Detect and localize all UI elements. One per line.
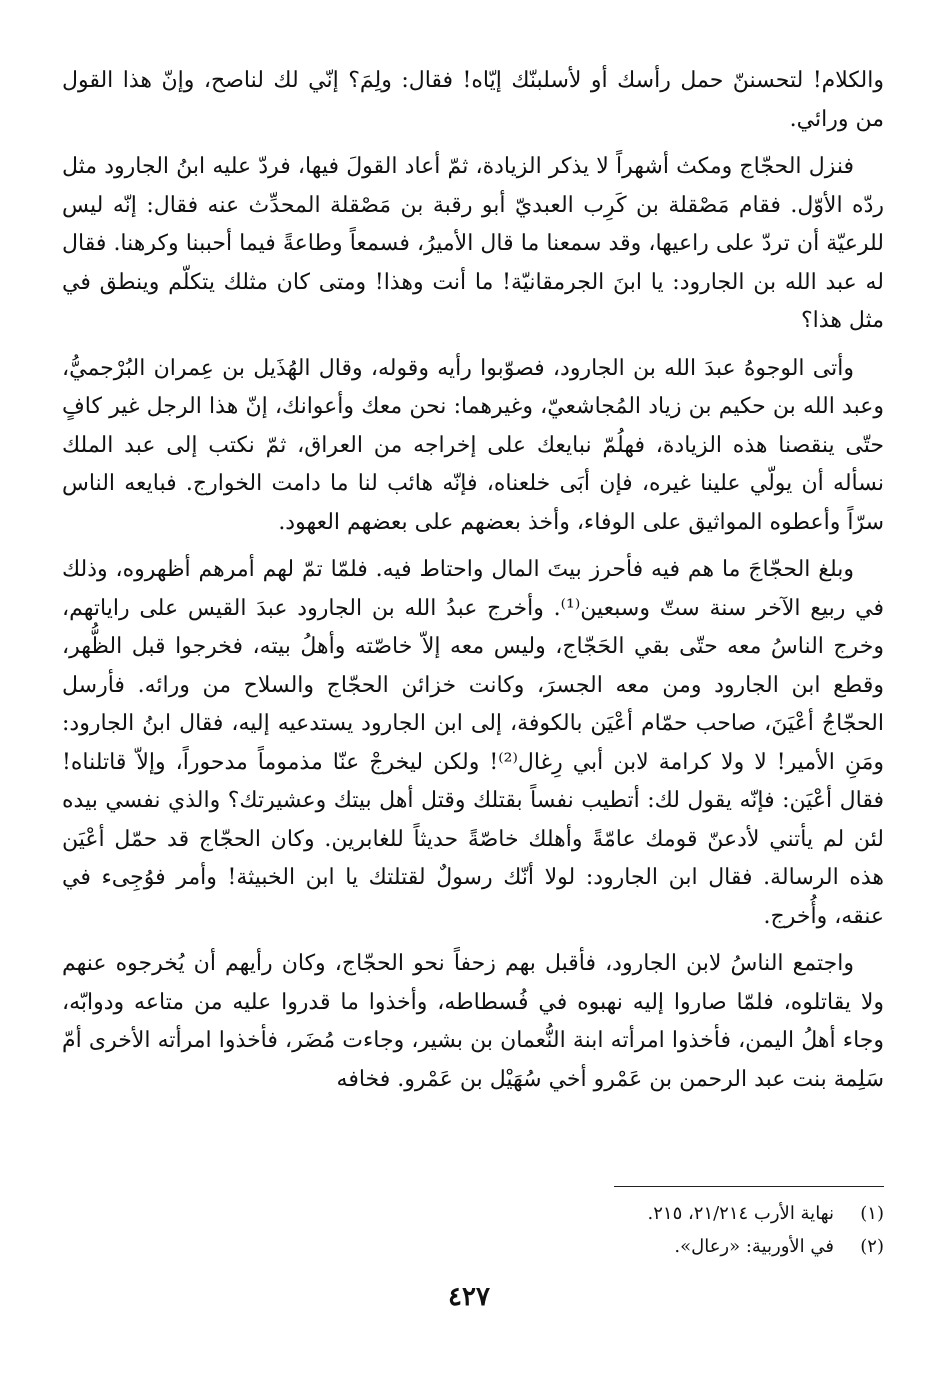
page-body bbox=[62, 62, 884, 1108]
page-number: ٤٢٧ bbox=[448, 1282, 490, 1312]
footnotes bbox=[62, 1186, 884, 1263]
footnote-text: في الأوربية: «رعال». bbox=[674, 1236, 834, 1257]
paragraph-3: وأتى الوجوهُ عبدَ الله بن الجارود، فصوّبوا رأيه وقوله، وقال الهُذَيل بن عِمران البُرْجميُّ، وعبد الله بن حكيم بن زياد المُجاشعيّ، وغيرهما: نحن معك وأعوانك، إنّ هذا الرجل غير كافٍ حتّى ينقصنا هذه الزيادة، فهلُمّ نبايعك على إخراجه من العراق، ثمّ نكتب إلى عبد الملك نسأله أن يولّي علينا غيره، فإن أبَى خلعناه، فإنّه هائب لنا ما دامت الخوارج. فبايعه الناس سرّاً وأعطوه المواثيق على الوفاء، وأخذ بعضهم على بعضهم العهود. bbox=[62, 355, 884, 535]
paragraph-1: والكلام! لتحسننّ حمل رأسك أو لأسلبنّك إيّاه! فقال: ولِمَ؟ إنّي لك لناصح، وإنّ هذا القول من ورائي. bbox=[62, 68, 884, 132]
footnote-number: (١) bbox=[860, 1203, 884, 1224]
paragraph-5: واجتمع الناسُ لابن الجارود، فأقبل بهم زحفاً نحو الحجّاج، وكان رأيهم أن يُخرجوه عنهم ولا يقاتلوه، فلمّا صاروا إليه نهبوه في فُسطاطه، وأخذوا ما قدروا عليه من متاعه ودوابّه، وجاء أهلُ اليمن، فأخذوا امرأته ابنة النُّعمان بن بشير، وجاءت مُضَر، فأخذوا امرأته الأخرى أمّ سَلِمة بنت عبد الرحمن بن عَمْرو أخي سُهَيْل بن عَمْرو. فخافه bbox=[62, 951, 884, 1092]
footnote-2 bbox=[62, 1230, 884, 1263]
paragraph-4: وبلغ الحجّاجَ ما هم فيه فأحرز بيتَ المال واحتاط فيه. فلمّا تمّ لهم أمرهم أظهروه، وذلك في ربيع الآخر سنة ستّ وسبعين⁽¹⁾. وأخرج عبدُ الله بن الجارود عبدَ القيس على راياتهم، وخرج الناسُ معه حتّى بقي الحَجّاج، وليس معه إلاّ خاصّته وأهلُ بيته، فخرجوا قبل الظُّهر، وقطع ابن الجارود ومن معه الجسرَ، وكانت خزائن الحجّاج والسلاح من ورائه. فأرسل الحجّاجُ أعْيَنَ، صاحب حمّام أعْيَن بالكوفة، إلى ابن الجارود يستدعيه إليه، فقال ابنُ الجارود: ومَنِ الأمير! لا ولا كرامة لابن أبي رِغال⁽²⁾! ولكن ليخرجْ عنّا مذموماً مدحوراً، وإلاّ قاتلناه! فقال أعْيَن: فإنّه يقول لك: أتطيب نفساً بقتلك وقتل أهل بيتك وعشيرتك؟ والذي نفسي بيده لئن لم يأتني لأدعنّ قومك عامّةً وأهلك خاصّةً حديثاً للغابرين. وكان الحجّاج قد حمّل أعْيَن هذه الرسالة. فقال ابن الجارود: لولا أنّك رسولٌ لقتلتك يا ابن الخبيثة! وأمر فوُجِىء في عنقه، وأُخرج. bbox=[62, 557, 885, 929]
footnote-divider bbox=[614, 1186, 884, 1187]
paragraph-2: فنزل الحجّاج ومكث أشهراً لا يذكر الزيادة، ثمّ أعاد القولَ فيها، فردّ عليه ابنُ الجارود مثل ردّه الأوّل. فقام مَصْقلة بن كَرِب العبديّ أبو رقبة بن مَصْقلة المحدِّث عنه فقال: إنّه ليس للرعيّة أن تردّ على راعيها، وقد سمعنا ما قال الأميرُ، فسمعاً وطاعةً فيما أحببنا وكرهنا. فقال له عبد الله بن الجارود: يا ابنَ الجرمقانيّة! ما أنت وهذا! ومتى كان مثلك يتكلّم وينطق في مثل هذا؟ bbox=[62, 154, 884, 333]
footnote-text: نهاية الأرب ٢١/٢١٤، ٢١٥. bbox=[647, 1203, 834, 1224]
footnote-1 bbox=[62, 1197, 884, 1230]
footnote-number: (٢) bbox=[860, 1236, 884, 1257]
